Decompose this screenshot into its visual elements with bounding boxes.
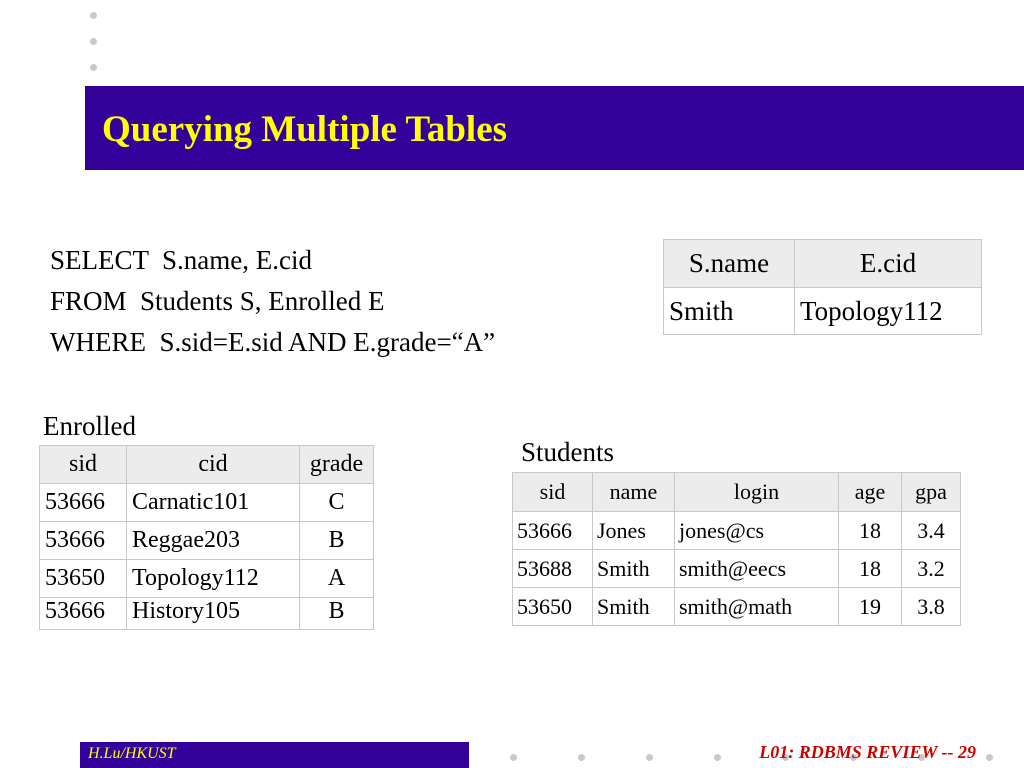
table-cell: 3.8 [902,588,961,626]
column-header: S.name [664,240,795,288]
table-cell: smith@math [675,588,839,626]
column-header: sid [513,473,593,512]
column-header: sid [40,446,127,484]
table-cell: 3.2 [902,550,961,588]
decor-dot [90,38,97,45]
table-cell: B [300,598,374,630]
table-cell: 53666 [40,484,127,522]
column-header: name [593,473,675,512]
table-cell: jones@cs [675,512,839,550]
table-cell: 53688 [513,550,593,588]
table-cell: Smith [593,550,675,588]
table-row [513,512,961,550]
table-cell: C [300,484,374,522]
table-cell: A [300,560,374,598]
enrolled-caption: Enrolled [43,411,136,441]
title-bar [85,86,1024,170]
table-cell: 18 [839,512,902,550]
table-cell: 53666 [40,522,127,560]
table-row [664,288,982,335]
decor-dot [646,754,653,761]
column-header: cid [127,446,300,484]
table-cell: History105 [127,598,300,630]
result-table [663,239,982,335]
table-cell: Jones [593,512,675,550]
students-caption: Students [521,437,615,467]
table-cell: B [300,522,374,560]
table-row [40,484,374,522]
table-cell: Smith [593,588,675,626]
sql-query [50,240,495,363]
decor-dot [578,754,585,761]
students-table [512,472,961,626]
column-header: login [675,473,839,512]
table-cell: 53650 [513,588,593,626]
sql-where-line: WHERE S.sid=E.sid AND E.grade=“A” [50,327,496,357]
column-header: E.cid [795,240,982,288]
decor-dot [714,754,721,761]
footer-bar [80,742,469,768]
table-row [513,550,961,588]
table-cell: Smith [664,288,795,335]
decor-dot [986,754,993,761]
enrolled-table [39,445,374,630]
column-header: age [839,473,902,512]
decor-dot [90,64,97,71]
table-cell: Reggae203 [127,522,300,560]
table-cell: 19 [839,588,902,626]
table-cell: Carnatic101 [127,484,300,522]
slide-title: Querying Multiple Tables [102,109,508,150]
column-header: grade [300,446,374,484]
table-cell: smith@eecs [675,550,839,588]
table-cell: 53666 [40,598,127,630]
table-header-row [40,446,374,484]
table-header-row [664,240,982,288]
table-row [40,522,374,560]
decor-dot [90,12,97,19]
table-cell: 53650 [40,560,127,598]
table-row [513,588,961,626]
table-row [40,598,374,630]
footer-slide-number: L01: RDBMS REVIEW -- 29 [759,742,976,762]
table-header-row [513,473,961,512]
column-header: gpa [902,473,961,512]
decor-dot [510,754,517,761]
footer-author: H.Lu/HKUST [88,745,176,762]
table-cell: Topology112 [795,288,982,335]
table-cell: 3.4 [902,512,961,550]
table-cell: Topology112 [127,560,300,598]
table-row [40,560,374,598]
table-cell: 53666 [513,512,593,550]
table-cell: 18 [839,550,902,588]
sql-from-line: FROM Students S, Enrolled E [50,286,385,316]
sql-select-line: SELECT S.name, E.cid [50,245,312,275]
